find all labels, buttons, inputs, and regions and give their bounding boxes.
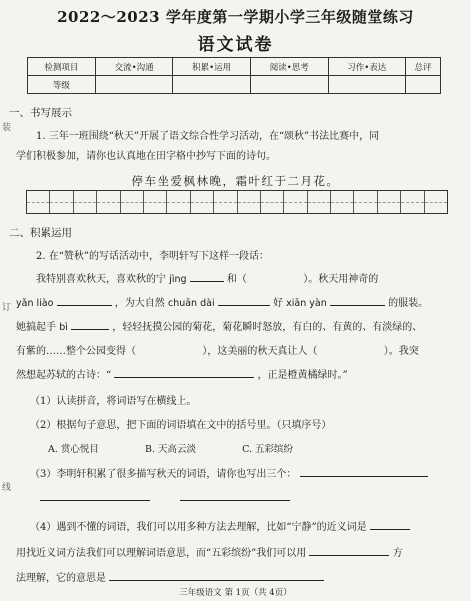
passage-line-3: 她搞起手 bì ，轻轻抚摸公园的菊花，菊花瞬时怒放，有白的、有黄的、有淡绿的、 [16,322,423,333]
answer-blank[interactable] [57,305,112,306]
subquestion-3-blanks [40,490,290,504]
score-header-cell: 总评 [406,58,441,76]
binding-mark: 线 [2,483,12,493]
answer-blank[interactable] [309,555,389,556]
score-header-cell: 交流•沟通 [95,58,173,76]
score-table-grade-row [28,76,441,94]
answer-blank[interactable] [114,377,254,378]
answer-blank[interactable] [109,580,324,581]
tianzige-grid[interactable] [26,190,448,214]
grade-cell[interactable] [406,76,441,94]
passage-line-2: yǎn liào ，为大自然 chuān dài 好 xiān yàn 的服装。 [16,298,429,309]
grade-cell[interactable] [250,76,328,94]
passage-line-1: 我特别喜欢秋天，喜欢秋的宁 jìng 和（ ）。秋天用神奇的 [36,274,379,285]
answer-blank[interactable] [40,490,150,501]
answer-blank[interactable] [71,329,109,330]
score-header-cell: 习作•表达 [328,58,406,76]
question-1-text: 学们积极参加，请你也认真地在田字格中抄写下面的诗句。 [16,151,276,162]
answer-blank[interactable] [218,305,270,306]
exam-title: 2022～2023 学年度第一学期小学三年级随堂练习 [57,8,414,26]
pinyin: chuān dài [167,298,215,309]
grade-cell[interactable] [95,76,173,94]
score-table-header-row [28,58,441,76]
answer-blank[interactable] [190,281,224,282]
subquestion-2: （2）根据句子意思，把下面的词语填在文中的括号里。（只填序号） [30,420,332,431]
score-table [27,57,441,94]
pinyin: jìng [169,274,187,285]
section-heading-writing: 一、书写展示 [9,107,72,119]
answer-blank[interactable] [330,305,385,306]
exam-subtitle: 语文试卷 [197,35,274,55]
question-2-intro: 2. 在“赞秋”的写话活动中，李明轩写下这样一段话： [36,251,269,262]
score-header-cell: 积累•运用 [173,58,251,76]
question-1-text: 1. 三年一班围绕“秋天”开展了语文综合性学习活动，在“颂秋”书法比赛中，同 [36,131,380,142]
pinyin: yǎn liào [16,298,54,309]
score-header-cell: 检测项目 [28,58,96,76]
grade-label: 等级 [28,76,96,94]
option-b: B. 天高云淡 [144,444,196,455]
grade-cell[interactable] [173,76,251,94]
score-header-cell: 阅读•思考 [250,58,328,76]
binding-mark: 装 [2,123,12,133]
answer-blank[interactable] [180,490,290,501]
option-a: A. 赏心悦目 [48,444,99,455]
binding-mark: 订 [2,303,12,313]
passage-line-5: 然想起苏轼的古诗：“ ，正是橙黄橘绿时。” [16,370,348,381]
poem-line: 停车坐爱枫林晚，霜叶红于二月花。 [131,174,340,188]
subquestion-1: （1）认读拼音，将词语写在横线上。 [30,396,197,407]
pinyin: bì [59,322,68,333]
passage-line-4: 有紫的……整个公园变得（ ），这美丽的秋天真让人（ ）。我突 [16,346,419,357]
answer-blank[interactable] [300,476,428,477]
grade-cell[interactable] [328,76,406,94]
subquestion-4-line-1: （4）遇到不懂的词语，我们可以用多种方法去理解，比如“宁静”的近义词是 [30,518,410,533]
subquestion-4-line-3: 法理解，它的意思是 [16,569,324,584]
options-row [48,441,293,455]
section-heading-usage: 二、积累运用 [9,227,72,239]
page-footer: 三年级语文 第 1页（共 4页） [179,588,292,598]
subquestion-3: （3）李明轩积累了很多描写秋天的词语，请你也写出三个： [30,465,428,480]
subquestion-4-line-2: 用找近义词方法我们可以理解词语意思，而“五彩缤纷”我们可以用 方 [16,548,403,559]
pinyin: xiān yàn [286,298,327,309]
answer-blank[interactable] [370,529,410,530]
option-c: C. 五彩缤纷 [242,444,294,455]
